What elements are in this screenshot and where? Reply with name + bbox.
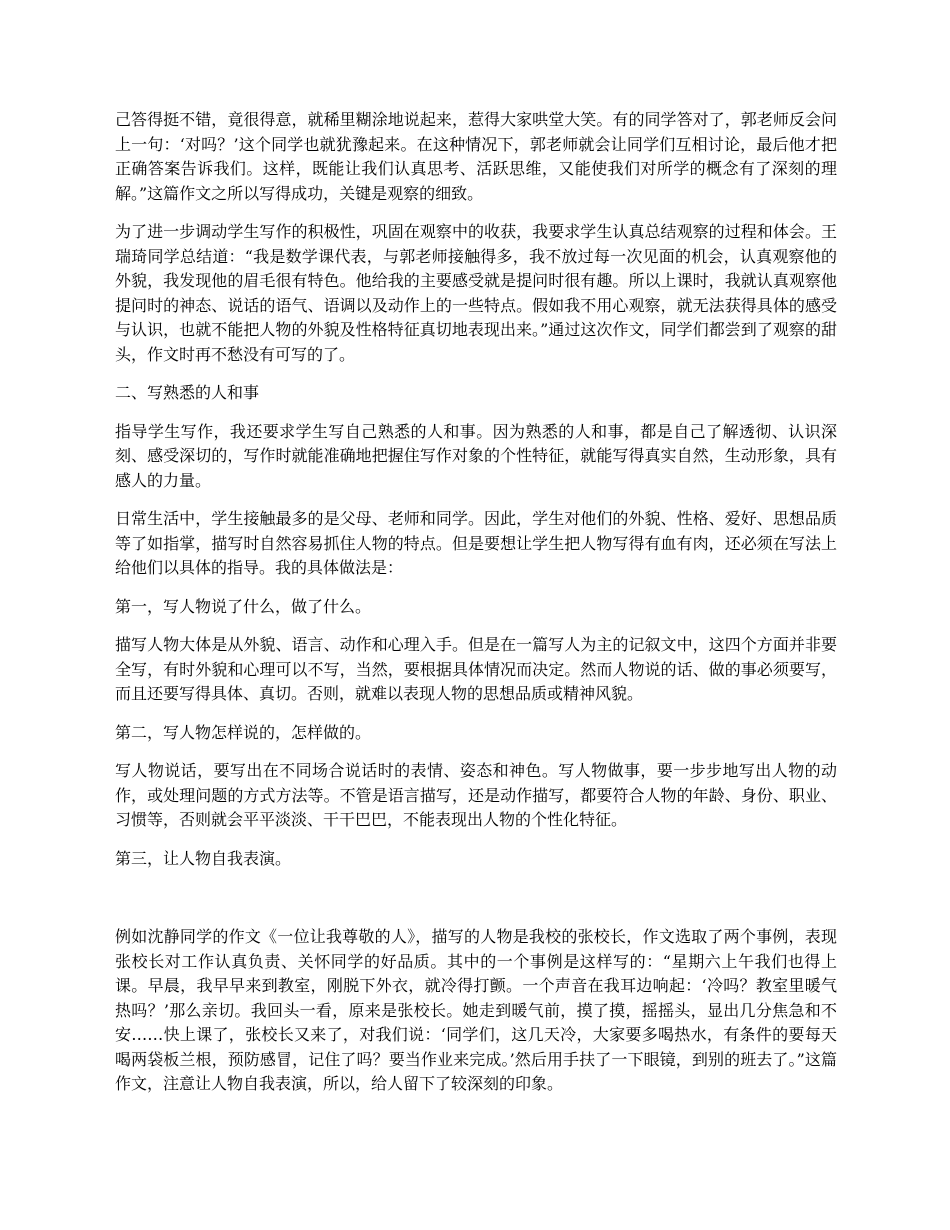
spacer — [115, 885, 837, 925]
paragraph-summary: 为了进一步调动学生写作的积极性，巩固在观察中的收获，我要求学生认真总结观察的过程和体会。王瑞琦同学总结道：“我是数学课代表，与郭老师接触得多，我不放过每一次见面的机会，认真观察他的外貌，我发现他的眉毛很有特色。他给我的主要感受就是提问时很有趣。所以上课时，我就认真观察他提问时的神态、说话的语气、语调以及动作上的一些特点。假如我不用心观察，就无法获得具体的感受与认识，也就不能把人物的外貌及性格特征真切地表现出来。”通过这次作文，同学们都尝到了观察的甜头，作文时再不愁没有可写的了。 — [115, 222, 837, 364]
paragraph-first-detail: 描写人物大体是从外貌、语言、动作和心理入手。但是在一篇写人为主的记叙文中，这四个方面并非要全写，有时外貌和心理可以不写，当然，要根据具体情况而决定。然而人物说的话、做的事必须要写，而且还要写得具体、真切。否则，就难以表现人物的思想品质或精神风貌。 — [115, 635, 837, 703]
paragraph-example: 例如沈静同学的作文《一位让我尊敬的人》，描写的人物是我校的张校长，作文选取了两个事例，表现张校长对工作认真负责、关怀同学的好品质。其中的一个事例是这样写的：“星期六上午我们也得上课。早晨，我早早来到教室，刚脱下外衣，就冷得打颤。一个声音在我耳边响起：‘冷吗？教室里暖气热吗？’那么亲切。我回头一看，原来是张校长。她走到暖气前，摸了摸，摇摇头，显出几分焦急和不安……快上课了，张校长又来了，对我们说：‘同学们，这几天冷，大家要多喝热水，有条件的要每天喝两袋板兰根，预防感冒，记住了吗？要当作业来完成。’然后用手扶了一下眼镜，到别的班去了。”这篇作文，注意让人物自我表演，所以，给人留下了较深刻的印象。 — [115, 927, 837, 1093]
subheading-first: 第一，写人物说了什么，做了什么。 — [115, 596, 372, 616]
subheading-third: 第三，让人物自我表演。 — [115, 848, 292, 868]
paragraph-observation-result: 己答得挺不错，竟很得意，就稀里糊涂地说起来，惹得大家哄堂大笑。有的同学答对了，郭老师反会问上一句：‘对吗？’这个同学也就犹豫起来。在这种情况下，郭老师就会让同学们互相讨论，最后他才把正确答案告诉我们。这样，既能让我们认真思考、活跃思维，又能使我们对所学的概念有了深刻的理解。”这篇作文之所以写得成功，关键是观察的细致。 — [115, 110, 837, 203]
paragraph-second-detail: 写人物说话，要写出在不同场合说话时的表情、姿态和神色。写人物做事，要一步步地写出人物的动作，或处理问题的方式方法等。不管是语言描写，还是动作描写，都要符合人物的年龄、身份、职业、习惯等，否则就会平平淡淡、干干巴巴，不能表现出人物的个性化特征。 — [115, 761, 837, 829]
document-page — [115, 108, 837, 1111]
paragraph-familiar-intro: 指导学生写作，我还要求学生写自己熟悉的人和事。因为熟悉的人和事，都是自己了解透彻、认识深刻、感受深切的，写作时就能准确地把握住写作对象的个性特征，就能写得真实自然，生动形象，具有感人的力量。 — [115, 421, 837, 490]
section-heading-familiar: 二、写熟悉的人和事 — [115, 383, 260, 402]
subheading-second: 第二，写人物怎样说的，怎样做的。 — [115, 722, 372, 742]
paragraph-daily-life: 日常生活中，学生接触最多的是父母、老师和同学。因此，学生对他们的外貌、性格、爱好、思想品质等了如指掌，描写时自然容易抓住人物的特点。但是要想让学生把人物写得有血有肉，还必须在写法上给他们以具体的指导。我的具体做法是： — [115, 509, 837, 577]
